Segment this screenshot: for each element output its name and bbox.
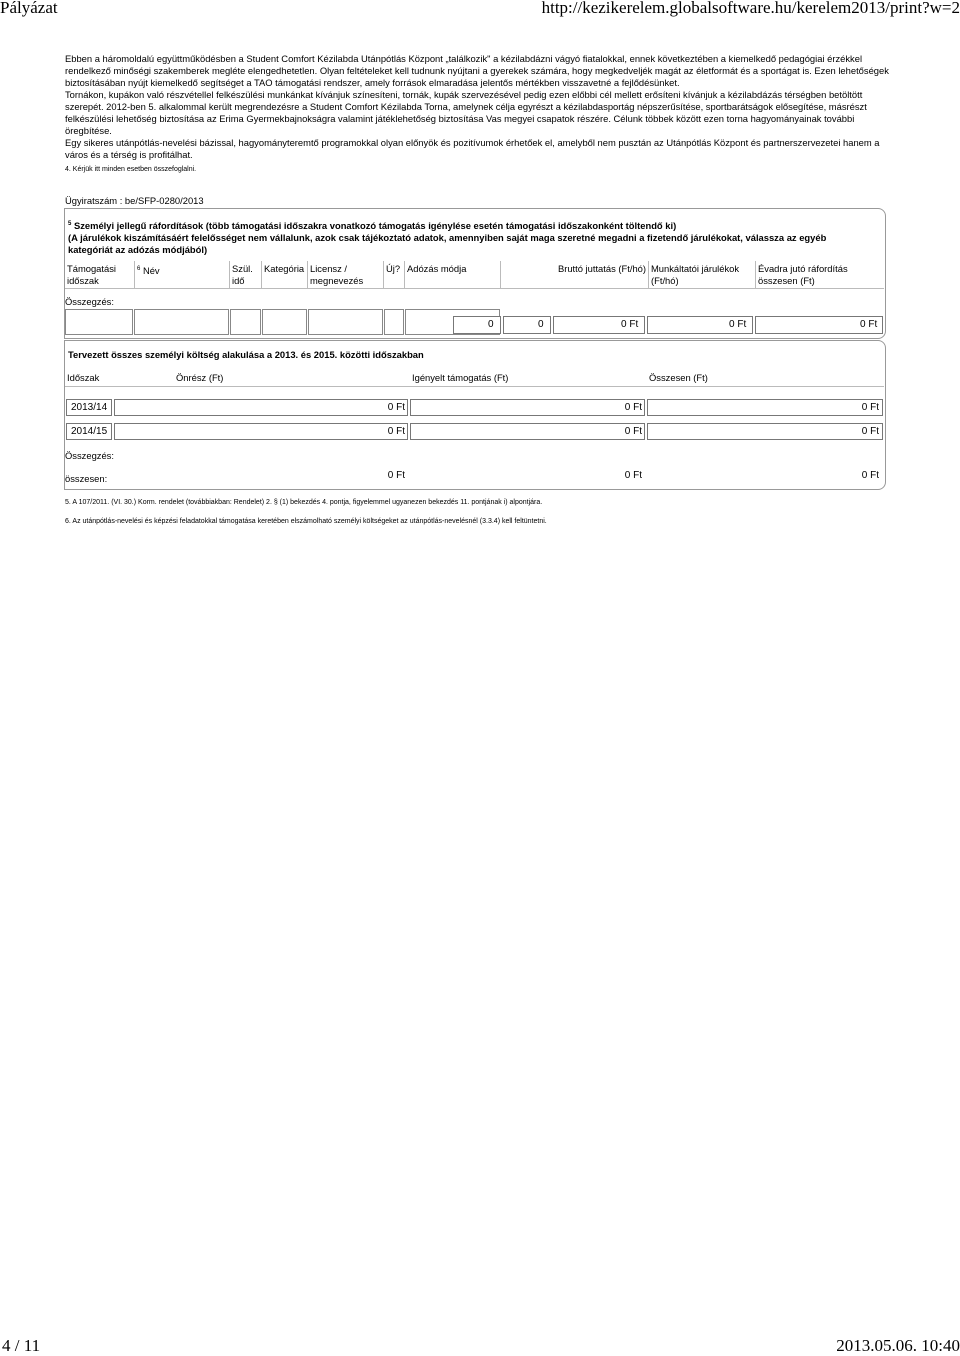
col-period: Támogatási időszak (65, 261, 134, 289)
planned-total-label: összesen: (65, 473, 108, 484)
period-value: 2014/15 (71, 426, 108, 437)
col-gross: Bruttó juttatás (Ft/hó) (500, 261, 648, 289)
footnote-5: 5. A 107/2011. (VI. 30.) Korm. rendelet (továbbiakban: Rendelet) 2. § (1) bekezdés 4. pontja, figyelemmel ugyanezen bekezdés 11. pontjának i) alpontjára. (65, 499, 543, 506)
section-5-subheading: (A járulékok kiszámításáért felelősséget nem vállalunk, azok csak tájékoztató adatok, amennyiben saját maga szeretné megadni a fizetendő járulékokat, válassza az egyéb kategóriát az adózás módjából) (68, 232, 827, 256)
col-own: Önrész (Ft) (176, 372, 224, 383)
section-5-title (68, 218, 868, 256)
footnote-ref-5: 5 (68, 221, 72, 227)
col-category: Kategória (261, 261, 307, 289)
col-name-label: Név (142, 265, 160, 277)
page-header-url: http://kezikerelem.globalsoftware.hu/kerelem2013/print?w=2 (541, 0, 960, 17)
intro-paragraph-3: Egy sikeres utánpótlás-nevelési bázissal, hagyományteremtő programokkal olyan előnyök és pozitívumok érhetőek el, amelyből nem pusztán az Utánpótlás Központ és partnerszervezetei hanem a város és a térség is profitálhat. (65, 137, 880, 160)
requested-value: 0 Ft (624, 426, 642, 437)
col-total: Összesen (Ft) (649, 372, 708, 383)
col-new: Új? (383, 261, 404, 289)
col-tax: Adózás módja (404, 261, 500, 289)
summary-license-cell[interactable] (308, 309, 383, 335)
col-period-2: Időszak (67, 372, 100, 383)
summary-name-cell[interactable] (134, 309, 229, 335)
page-number: 4 / 11 (2, 1336, 41, 1355)
planned-header-divider (65, 386, 884, 387)
footnote-ref-6: 6 (137, 266, 141, 272)
summary-birth-cell[interactable] (230, 309, 261, 335)
col-annual: Évadra jutó ráfordítás összesen (Ft) (755, 261, 884, 289)
planned-costs-title: Tervezett összes személyi költség alakulása a 2013. és 2015. közötti időszakban (68, 349, 424, 360)
print-datetime: 2013.05.06. 10:40 (836, 1336, 960, 1355)
summary-annual-value: 0 Ft (860, 319, 878, 330)
planned-total-requested: 0 Ft (624, 470, 642, 481)
col-requested: Igényelt támogatás (Ft) (412, 372, 509, 383)
intro-text (65, 53, 892, 161)
file-number: Ügyiratszám : be/SFP-0280/2013 (65, 195, 204, 206)
own-value: 0 Ft (387, 426, 405, 437)
summary-value-1: 0 (488, 319, 494, 330)
summary-period-cell[interactable] (65, 309, 133, 335)
summary-employer-value: 0 Ft (729, 319, 747, 330)
planned-total-own: 0 Ft (387, 470, 405, 481)
total-value: 0 Ft (861, 402, 879, 413)
page-header-title: Pályázat (0, 0, 58, 17)
intro-paragraph-2: Tornákon, kupákon való részvétellel felkészülési munkánkat kívánjuk színesíteni, tornák, kupák szervezésével pedig ezen előbbi cél mellett erősíteni kívánjuk a kézilabdázás térségben betöltött szerepét. 2012-ben 5. alkalommal került megrendezésre a Student Comfort Kézilabda Torna, amelynek célja egyrészt a kézilabdasportág népszerűsítése, sportbarátságok elősegítése, másrészt felkészülési lehetőség biztosítása az Erima Gyermekbajnokságra valamint játéklehetőség biztosítása Vas megyei csapatok részére. Célunk többek között ezen torna hagyományainak további öregbítése. (65, 89, 867, 136)
col-birth: Szül. idő (229, 261, 261, 289)
summary-category-cell[interactable] (262, 309, 307, 335)
period-value: 2013/14 (71, 402, 108, 413)
note-4: 4. Kérjük itt minden esetben összefoglalni. (65, 166, 197, 173)
summary-gross-value: 0 Ft (621, 319, 639, 330)
col-employer: Munkáltatói járulékok (Ft/hó) (648, 261, 755, 289)
footnote-6: 6. Az utánpótlás-nevelési és képzési feladatokkal támogatása keretében elszámolható személyi költségeket az utánpótlás-nevelésnél (3.3.4) kell feltüntetni. (65, 518, 547, 525)
summary-label: Összegzés: (65, 296, 114, 307)
own-value: 0 Ft (387, 402, 405, 413)
intro-paragraph-1: Ebben a háromoldalú együttműködésben a Student Comfort Kézilabda Utánpótlás Központ „találkozik" a kézilabdázni vágyó fiatalokkal, ennek következtében a kiemelkedő pedagógiai érzékkel rendelkező minőségi szakemberek megléte elengedhetetlen. Olyan feltételeket kell tudnunk nyújtani a gyerekek számára, hogy megkedveljék magát az életformát és a sportágat is. Ezen lehetőségek biztosításában nyújt kiemelkedő segítséget a TAO támogatási rendszer, amely források elmaradása jelentős mértékben visszavetné a fejlődésünket. (65, 53, 889, 88)
planned-summary-label: Összegzés: (65, 450, 114, 461)
planned-total-total: 0 Ft (861, 470, 879, 481)
requested-value: 0 Ft (624, 402, 642, 413)
col-license: Licensz / megnevezés (307, 261, 383, 289)
summary-new-cell[interactable] (384, 309, 404, 335)
total-value: 0 Ft (861, 426, 879, 437)
section-5-heading: Személyi jellegű ráfordítások (több támogatási időszakra vonatkozó támogatás igénylése esetén támogatási időszakonként töltendő ki) (73, 220, 677, 232)
summary-value-2: 0 (538, 319, 544, 330)
col-name (134, 261, 229, 289)
personnel-table-header (65, 261, 884, 289)
